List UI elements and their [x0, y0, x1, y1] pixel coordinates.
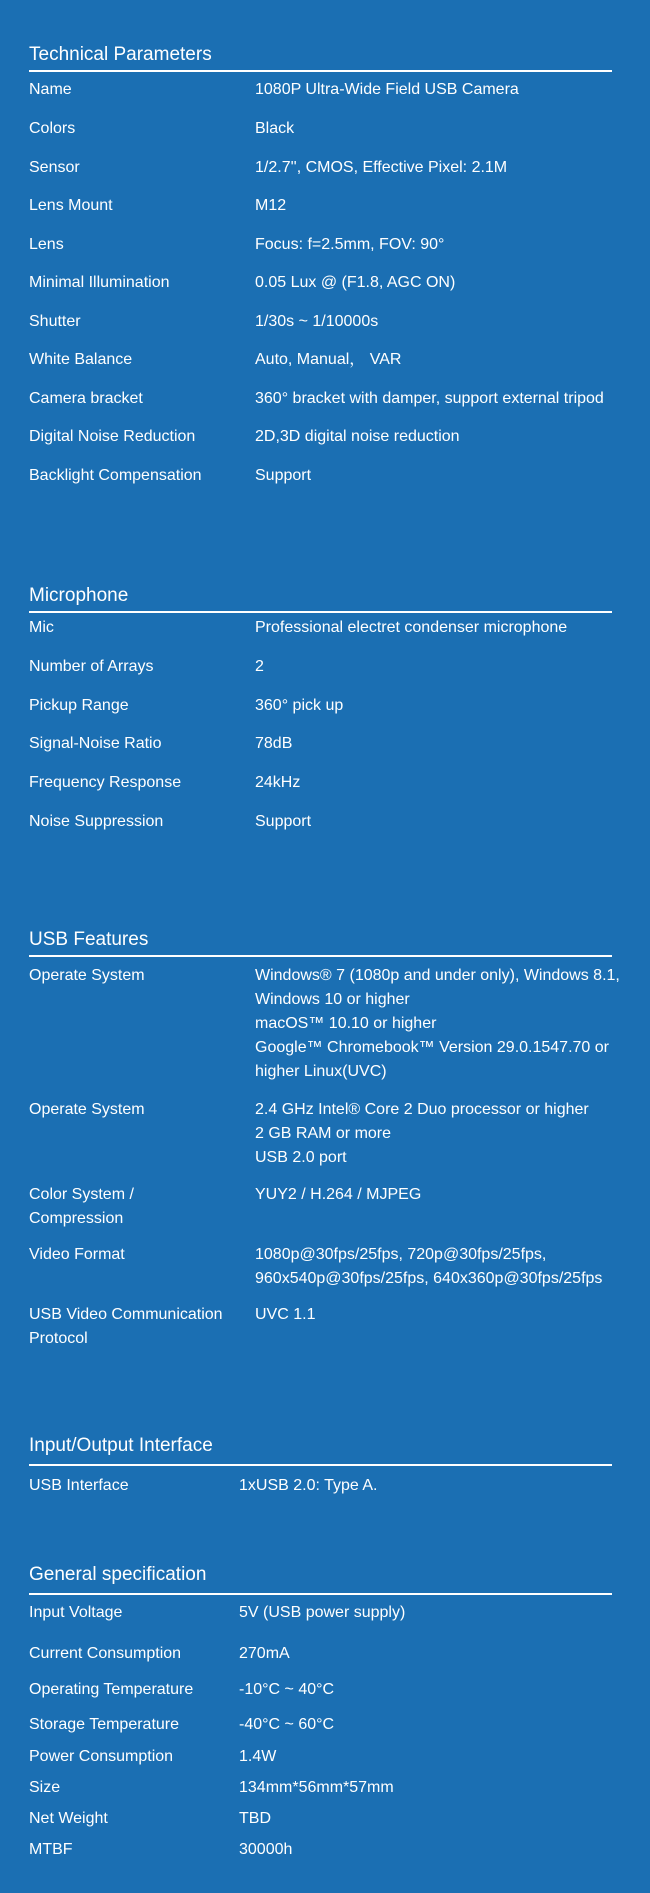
spec-label: Name: [29, 81, 72, 98]
section-title: General specification: [29, 1564, 207, 1585]
spec-label: Operating Temperature: [29, 1681, 194, 1698]
spec-value: 2: [255, 658, 264, 675]
spec-label: Operate System: [29, 967, 145, 984]
spec-value: 360° bracket with damper, support external tripod: [255, 390, 604, 407]
spec-value: -40°C ~ 60°C: [239, 1716, 335, 1733]
spec-value-line: macOS™ 10.10 or higher: [255, 1015, 437, 1032]
spec-value-line: Windows 10 or higher: [255, 991, 410, 1008]
spec-label: Lens: [29, 236, 64, 253]
spec-label: Pickup Range: [29, 697, 129, 714]
spec-label: Operate System: [29, 1101, 145, 1118]
spec-value: 0.05 Lux @ (F1.8, AGC ON): [255, 274, 456, 291]
section-divider: [29, 611, 612, 613]
spec-value-line: 2 GB RAM or more: [255, 1125, 392, 1142]
spec-label: MTBF: [29, 1841, 73, 1858]
spec-label-line: Protocol: [29, 1330, 88, 1347]
spec-value: [255, 964, 620, 1084]
spec-label-line: USB Video Communication: [29, 1306, 223, 1323]
spec-value: 78dB: [255, 735, 293, 752]
spec-value: TBD: [239, 1810, 271, 1827]
section-title: Microphone: [29, 585, 129, 606]
section-input-output-interface: [29, 1434, 612, 1494]
spec-value-line: 960x540p@30fps/25fps, 640x360p@30fps/25fps: [255, 1270, 603, 1287]
spec-value: Support: [255, 467, 312, 484]
spec-label: Shutter: [29, 313, 81, 330]
spec-label: Backlight Compensation: [29, 467, 202, 484]
spec-label: Digital Noise Reduction: [29, 428, 196, 445]
spec-value-line: 2.4 GHz Intel® Core 2 Duo processor or higher: [255, 1101, 589, 1118]
spec-value: 1080P Ultra-Wide Field USB Camera: [255, 81, 519, 98]
spec-label: Sensor: [29, 159, 80, 176]
spec-label: Current Consumption: [29, 1645, 182, 1662]
spec-value: 1xUSB 2.0: Type A.: [239, 1477, 378, 1494]
spec-value: [255, 1098, 615, 1170]
section-title: Technical Parameters: [29, 44, 212, 65]
section-usb-features: [29, 928, 620, 1347]
spec-label: USB Interface: [29, 1477, 129, 1494]
section-divider: [29, 955, 612, 957]
section-divider: [29, 1593, 612, 1595]
spec-value: -10°C ~ 40°C: [239, 1681, 335, 1698]
spec-label: Size: [29, 1779, 61, 1796]
spec-value: 2D,3D digital noise reduction: [255, 428, 460, 445]
spec-value: 24kHz: [255, 774, 301, 791]
spec-label: Noise Suppression: [29, 813, 164, 830]
section-divider: [29, 1464, 612, 1466]
spec-label: Number of Arrays: [29, 658, 154, 675]
spec-label: [29, 1183, 239, 1231]
spec-label: Camera bracket: [29, 390, 143, 407]
spec-value: 30000h: [239, 1841, 293, 1858]
spec-label: White Balance: [29, 351, 133, 368]
spec-label: Input Voltage: [29, 1604, 123, 1621]
spec-value: Black: [255, 120, 295, 137]
spec-value: 360° pick up: [255, 697, 344, 714]
spec-value-line: Google™ Chromebook™ Version 29.0.1547.70 or: [255, 1039, 609, 1056]
spec-value: Support: [255, 813, 312, 830]
spec-value: M12: [255, 197, 287, 214]
spec-value: [255, 1243, 615, 1291]
section-title: Input/Output Interface: [29, 1435, 213, 1456]
spec-label-line: Color System /: [29, 1186, 134, 1203]
spec-label: Storage Temperature: [29, 1716, 180, 1733]
spec-value-line: 1080p@30fps/25fps, 720p@30fps/25fps,: [255, 1246, 547, 1263]
spec-value: 1/30s ~ 1/10000s: [255, 313, 379, 330]
spec-label: Mic: [29, 619, 54, 636]
spec-label: Frequency Response: [29, 774, 182, 791]
spec-label: Power Consumption: [29, 1748, 174, 1765]
spec-value-line: higher Linux(UVC): [255, 1063, 387, 1080]
spec-value: Focus: f=2.5mm, FOV: 90°: [255, 236, 445, 253]
spec-label: Net Weight: [29, 1810, 108, 1827]
spec-value: 134mm*56mm*57mm: [239, 1779, 394, 1796]
spec-label: Video Format: [29, 1246, 125, 1263]
section-general-specification: [29, 1563, 612, 1858]
spec-label: [29, 1303, 239, 1351]
spec-label-line: Compression: [29, 1210, 124, 1227]
section-divider: [29, 70, 612, 72]
spec-value: 1/2.7'', CMOS, Effective Pixel: 2.1M: [255, 159, 508, 176]
spec-value: YUY2 / H.264 / MJPEG: [255, 1186, 422, 1203]
spec-value-line: Windows® 7 (1080p and under only), Windows 8.1,: [255, 967, 620, 984]
spec-value: Auto, Manual， VAR: [255, 351, 402, 368]
spec-value: UVC 1.1: [255, 1306, 316, 1323]
section-microphone: [29, 584, 612, 830]
spec-label: Lens Mount: [29, 197, 113, 214]
spec-label: Minimal Illumination: [29, 274, 170, 291]
spec-value-line: USB 2.0 port: [255, 1149, 347, 1166]
spec-label: Signal-Noise Ratio: [29, 735, 162, 752]
section-title: USB Features: [29, 929, 149, 950]
spec-value: Professional electret condenser microphone: [255, 619, 568, 636]
spec-label: Colors: [29, 120, 76, 137]
spec-value: 5V (USB power supply): [239, 1604, 406, 1621]
spec-value: 270mA: [239, 1645, 290, 1662]
spec-value: 1.4W: [239, 1748, 277, 1765]
section-technical-parameters: [29, 43, 612, 484]
